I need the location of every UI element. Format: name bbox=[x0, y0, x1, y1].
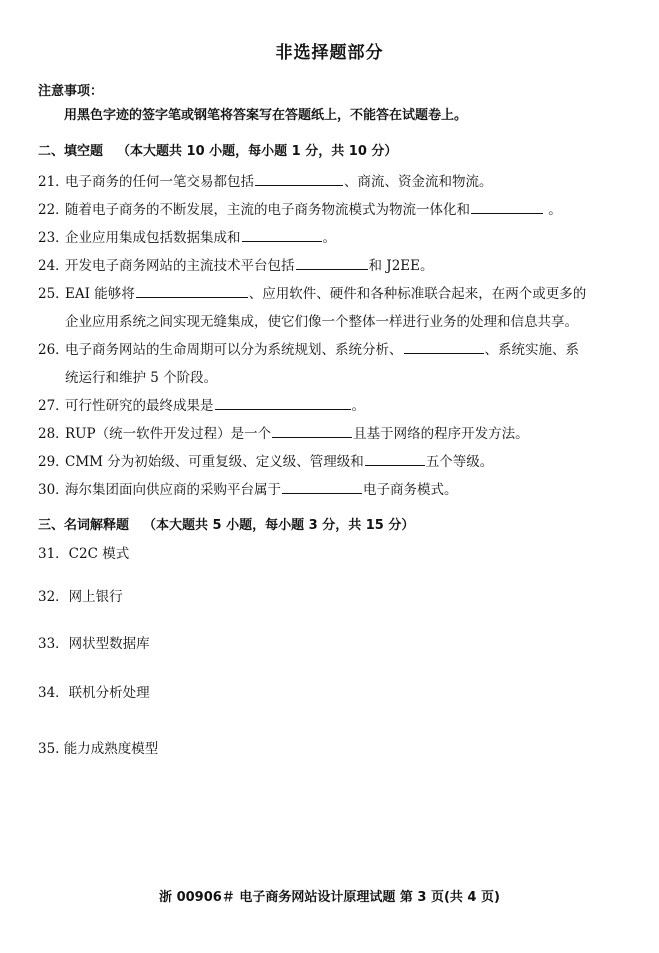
question-text: CMM 分为初始级、可重复级、定义级、管理级和 bbox=[65, 454, 364, 470]
question-26-continued: 统运行和维护 5 个阶段。 bbox=[65, 370, 218, 386]
page-title: 非选择题部分 bbox=[275, 43, 384, 63]
section-terms-note: （本大题共 5 小题，每小题 3 分，共 15 分） bbox=[143, 518, 415, 533]
question-text-after: 。 bbox=[351, 398, 365, 414]
notice-heading: 注意事项： bbox=[38, 84, 104, 99]
question-text-after: 电子商务模式。 bbox=[363, 482, 458, 498]
notice-text: 用黑色字迹的签字笔或钢笔将答案写在答题纸上，不能答在试题卷上。 bbox=[64, 108, 468, 123]
section-terms-header bbox=[38, 514, 414, 533]
question-text: EAI 能够将 bbox=[65, 286, 135, 302]
question-24 bbox=[38, 254, 434, 274]
answer-blank bbox=[296, 257, 368, 270]
question-text-after: 五个等级。 bbox=[425, 454, 494, 470]
question-text-after: 且基于网络的程序开发方法。 bbox=[353, 426, 529, 442]
question-number: 24． bbox=[38, 258, 69, 274]
question-number: 22． bbox=[38, 202, 69, 218]
section-fill-header bbox=[38, 140, 397, 159]
section-fill-name: 二、填空题 bbox=[38, 144, 104, 159]
question-text: 电子商务的任何一笔交易都包括 bbox=[65, 174, 254, 190]
question-text-after: 、商流、资金流和物流。 bbox=[344, 174, 493, 190]
question-22 bbox=[38, 198, 562, 218]
answer-blank bbox=[215, 397, 351, 410]
question-text: 随着电子商务的不断发展，主流的电子商务物流模式为物流一体化和 bbox=[65, 202, 470, 218]
answer-blank bbox=[404, 341, 484, 354]
section-terms-name: 三、名词解释题 bbox=[38, 518, 130, 533]
question-text: 开发电子商务网站的主流技术平台包括 bbox=[65, 258, 295, 274]
answer-blank bbox=[365, 453, 425, 466]
question-text: RUP（统一软件开发过程）是一个 bbox=[65, 426, 272, 442]
question-29 bbox=[38, 450, 493, 470]
question-number: 25． bbox=[38, 286, 69, 302]
question-text: 企业应用集成包括数据集成和 bbox=[65, 230, 241, 246]
question-text: 电子商务网站的生命周期可以分为系统规划、系统分析、 bbox=[65, 342, 403, 358]
question-text-after: 。 bbox=[544, 202, 562, 218]
question-text: 海尔集团面向供应商的采购平台属于 bbox=[65, 482, 281, 498]
question-number: 29． bbox=[38, 454, 69, 470]
answer-blank bbox=[136, 285, 248, 298]
question-text-after: 、应用软件、硬件和各种标准联合起来，在两个或更多的 bbox=[248, 286, 587, 302]
answer-blank bbox=[471, 201, 543, 214]
answer-blank bbox=[255, 173, 343, 186]
question-number: 27． bbox=[38, 398, 69, 414]
question-23 bbox=[38, 226, 336, 246]
question-number: 23． bbox=[38, 230, 69, 246]
answer-blank bbox=[282, 481, 362, 494]
question-26 bbox=[38, 338, 579, 358]
section-fill-note: （本大题共 10 小题，每小题 1 分，共 10 分） bbox=[117, 144, 398, 159]
question-30 bbox=[38, 478, 458, 498]
term-35: 35. 能力成熟度模型 bbox=[38, 741, 159, 757]
question-number: 30． bbox=[38, 482, 69, 498]
question-number: 21． bbox=[38, 174, 69, 190]
question-text-after: 和 J2EE。 bbox=[368, 258, 434, 274]
question-25 bbox=[38, 282, 586, 302]
question-text-after: 。 bbox=[322, 230, 336, 246]
term-34: 34．联机分析处理 bbox=[38, 685, 150, 701]
question-text: 可行性研究的最终成果是 bbox=[65, 398, 214, 414]
question-27 bbox=[38, 394, 365, 414]
answer-blank bbox=[272, 425, 352, 438]
question-28 bbox=[38, 422, 529, 442]
term-31: 31．C2C 模式 bbox=[38, 546, 130, 562]
question-number: 28． bbox=[38, 426, 69, 442]
question-number: 26． bbox=[38, 342, 69, 358]
question-21 bbox=[38, 170, 493, 190]
term-32: 32．网上银行 bbox=[38, 589, 123, 605]
page-footer: 浙 00906＃ 电子商务网站设计原理试题 第 3 页(共 4 页) bbox=[159, 890, 500, 905]
question-25-continued: 企业应用系统之间实现无缝集成，使它们像一个整体一样进行业务的处理和信息共享。 bbox=[65, 314, 578, 330]
answer-blank bbox=[242, 229, 322, 242]
question-text-after: 、系统实施、系 bbox=[484, 342, 579, 358]
term-33: 33．网状型数据库 bbox=[38, 636, 150, 652]
